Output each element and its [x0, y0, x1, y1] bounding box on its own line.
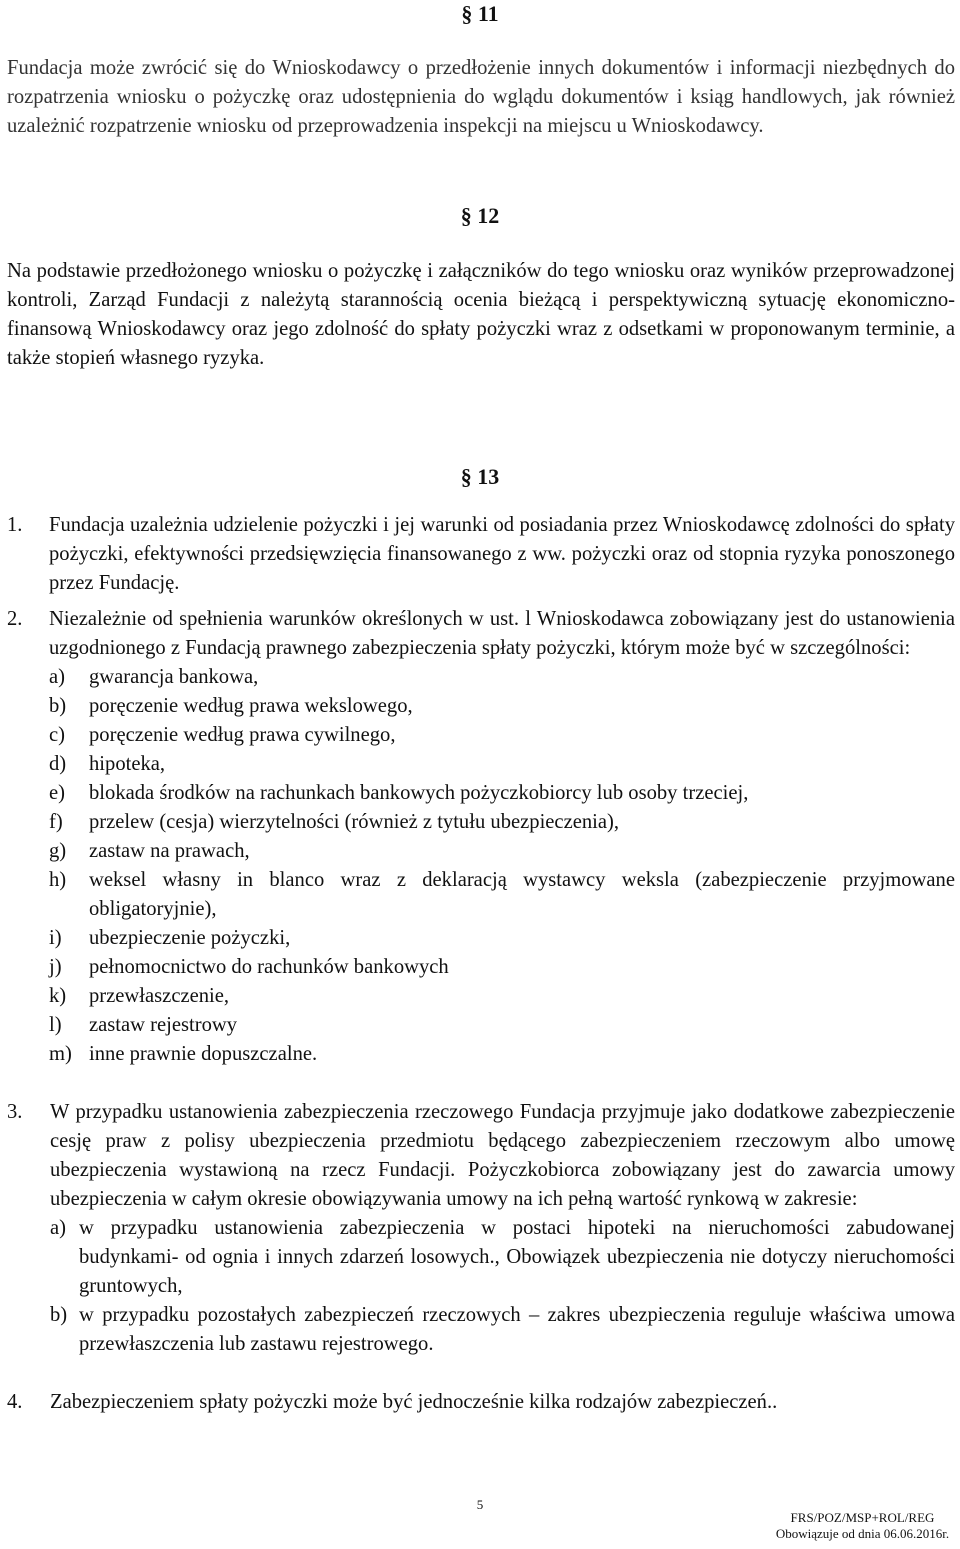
- list-item-text: blokada środków na rachunkach bankowych pożyczkobiorcy lub osoby trzeciej,: [89, 782, 749, 804]
- list-item-text: gwarancja bankowa,: [89, 666, 259, 688]
- list-item-label: b): [49, 695, 67, 717]
- list-item-label: k): [49, 985, 67, 1007]
- list-item-label: l): [49, 1014, 62, 1036]
- list-item: [49, 866, 955, 924]
- item-3-text: W przypadku ustanowienia zabezpieczenia rzeczowego Fundacja przyjmuje jako dodatkowe zabezpieczenie cesję praw z polisy ubezpieczenia przedmiotu będącego zabezpieczeniem rzeczowym albo umowę ubezpieczenia wystawioną na rzecz Fundacji. Pożyczkobiorca zobowiązany jest do zawarcia umowy ubezpieczenia w całym okresie obowiązywania umowy na ich pełną wartość rynkową w zakresie:: [50, 1101, 955, 1210]
- list-item-label: d): [49, 753, 67, 775]
- section-13-item-3: [7, 1098, 955, 1359]
- list-item: [49, 1011, 955, 1040]
- list-item-label: m): [49, 1043, 72, 1065]
- list-item-label: a): [50, 1217, 66, 1239]
- list-item: [49, 721, 955, 750]
- list-item-text: pełnomocnictwo do rachunków bankowych: [89, 956, 449, 978]
- list-item-text: poręczenie według prawa wekslowego,: [89, 695, 413, 717]
- item-3-number: 3.: [7, 1101, 23, 1123]
- list-item-text: zastaw rejestrowy: [89, 1014, 238, 1036]
- item-2-number: 2.: [7, 608, 23, 630]
- list-item-text: ubezpieczenie pożyczki,: [89, 927, 291, 949]
- list-item-text: przewłaszczenie,: [89, 985, 230, 1007]
- list-item: [49, 750, 955, 779]
- page-number: 5: [476, 1497, 484, 1512]
- list-item: [49, 982, 955, 1011]
- list-item: [7, 1301, 955, 1359]
- list-item-label: h): [49, 869, 67, 891]
- section-11-heading: § 11: [461, 1, 499, 26]
- list-item-label: b): [50, 1304, 68, 1326]
- list-item-text: inne prawnie dopuszczalne.: [89, 1043, 318, 1065]
- list-item: [7, 1214, 955, 1301]
- list-item-label: g): [49, 840, 67, 862]
- list-item: [49, 808, 955, 837]
- list-item-text: weksel własny in blanco wraz z deklaracją wystawcy weksla (zabezpieczenie przyjmowane obligatoryjnie),: [89, 869, 955, 920]
- item-4-text: Zabezpieczeniem spłaty pożyczki może być jednocześnie kilka rodzajów zabezpieczeń..: [50, 1391, 778, 1413]
- section-12-paragraph: [7, 257, 955, 373]
- list-item-text: hipoteka,: [89, 753, 166, 775]
- item-1-number: 1.: [7, 514, 23, 536]
- list-item-text: poręczenie według prawa cywilnego,: [89, 724, 396, 746]
- list-item: [49, 953, 955, 982]
- list-item: [49, 779, 955, 808]
- list-item: [49, 924, 955, 953]
- section-12-text: Na podstawie przedłożonego wniosku o pożyczkę i załączników do tego wniosku oraz wyników przeprowadzonej kontroli, Zarząd Fundacji z należytą starannością ocenia bieżącą i perspektywiczną sytuację ekonomiczno-finansową Wnioskodawcy oraz jego zdolność do spłaty pożyczki wraz z odsetkami w proponowanym terminie, a także stopień własnego ryzyka.: [7, 260, 955, 369]
- item-2-text: Niezależnie od spełnienia warunków określonych w ust. l Wnioskodawca zobowiązany jest do ustanowienia uzgodnionego z Fundacją prawnego zabezpieczenia spłaty pożyczki, którym może być w szczególności:: [49, 608, 955, 659]
- list-item-label: f): [49, 811, 63, 833]
- list-item-text: w przypadku pozostałych zabezpieczeń rzeczowych – zakres ubezpieczenia reguluje właściwa umowa przewłaszczenia lub zastawu rejestrowego.: [79, 1304, 955, 1355]
- footer-doc-code: FRS/POZ/MSP+ROL/REG: [790, 1510, 935, 1525]
- section-13-heading: § 13: [460, 464, 500, 489]
- list-item-label: j): [49, 956, 62, 978]
- list-item-text: w przypadku ustanowienia zabezpieczenia w postaci hipoteki na nieruchomości zabudowanej budynkami- od ognia i innych zdarzeń losowych., Obowiązek ubezpieczenia nie dotyczy nieruchomości gruntowych,: [79, 1217, 955, 1297]
- footer-doc-info: [770, 1510, 955, 1542]
- list-item: [49, 837, 955, 866]
- section-13-item-4: [7, 1388, 955, 1417]
- footer-valid-from: Obowiązuje od dnia 06.06.2016r.: [775, 1526, 950, 1541]
- section-13-item-1: [7, 511, 955, 598]
- section-11-text: Fundacja może zwrócić się do Wnioskodawcy o przedłożenie innych dokumentów i informacji niezbędnych do rozpatrzenia wniosku o pożyczkę oraz udostępnienia do wglądu dokumentów i ksiąg handlowych, jak również uzależnić rozpatrzenie wniosku od przeprowadzenia inspekcji na miejscu u Wnioskodawcy.: [7, 57, 955, 137]
- item-1-text: Fundacja uzależnia udzielenie pożyczki i jej warunki od posiadania przez Wnioskodawcę zdolności do spłaty pożyczki, efektywności przedsięwzięcia finansowanego z ww. pożyczki oraz od stopnia ryzyka ponoszonego przez Fundację.: [49, 514, 955, 594]
- item-4-number: 4.: [7, 1391, 23, 1413]
- list-item-label: c): [49, 724, 65, 746]
- list-item-label: a): [49, 666, 65, 688]
- list-item: [49, 663, 955, 692]
- list-item-text: przelew (cesja) wierzytelności (również z tytułu ubezpieczenia),: [89, 811, 620, 833]
- list-item-text: zastaw na prawach,: [89, 840, 250, 862]
- section-11-paragraph: [7, 54, 955, 141]
- list-item: [49, 692, 955, 721]
- list-item-label: i): [49, 927, 62, 949]
- section-12-heading: § 12: [460, 203, 500, 228]
- list-item: [49, 1040, 955, 1069]
- list-item-label: e): [49, 782, 65, 804]
- section-13-item-2: [7, 605, 955, 1069]
